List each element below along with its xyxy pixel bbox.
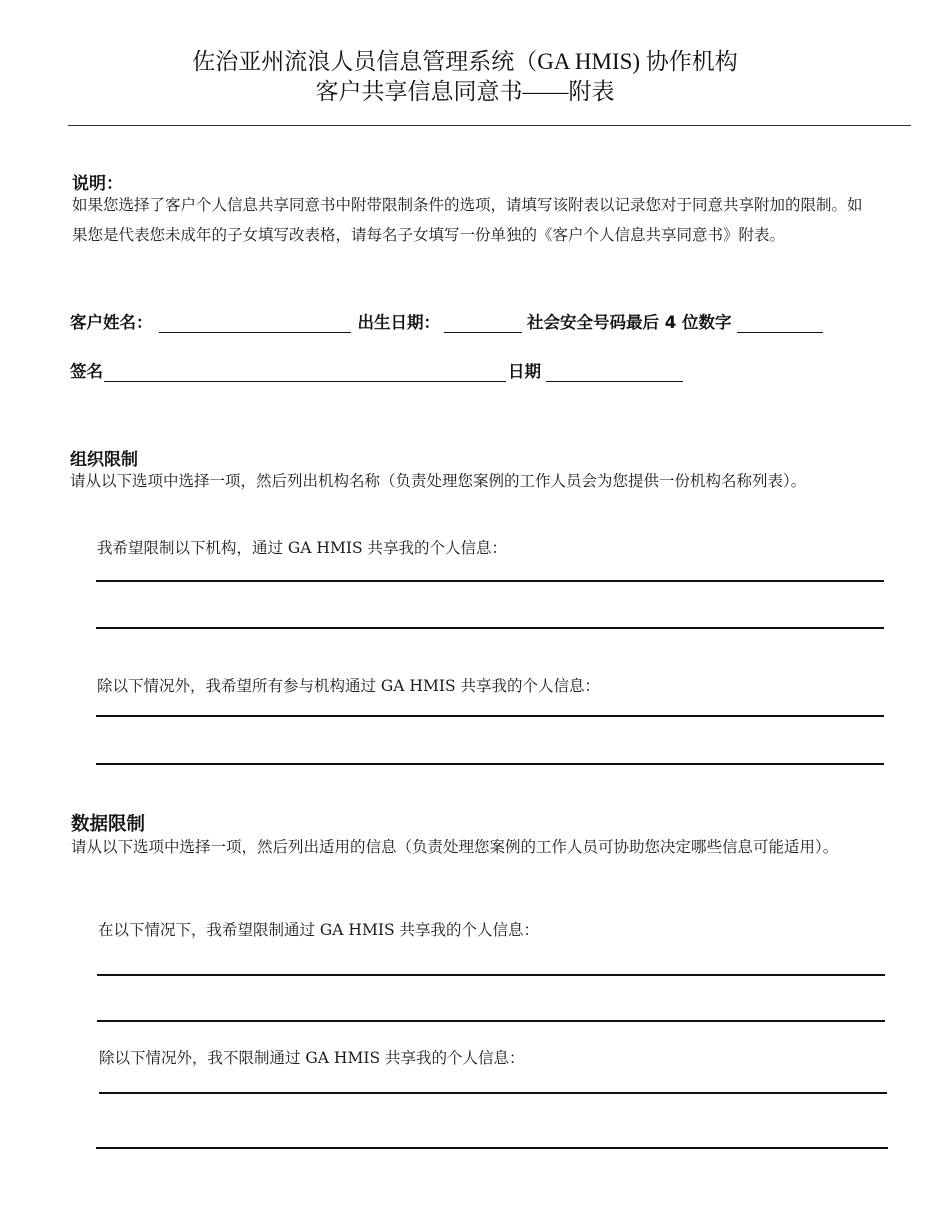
org-restrictions-body: 请从以下选项中选择一项，然后列出机构名称（负责处理您案例的工作人员会为您提供一份机构名称列表）。 bbox=[70, 472, 807, 490]
dob-field[interactable] bbox=[444, 312, 522, 333]
org-option2-entry-line-2[interactable] bbox=[96, 763, 884, 765]
org-option-restrict-agencies: 我希望限制以下机构，通过 GA HMIS 共享我的个人信息： bbox=[97, 539, 507, 557]
instructions-heading: 说明： bbox=[72, 174, 123, 194]
header-divider bbox=[68, 125, 911, 126]
data-option-restrict-sharing: 在以下情况下，我希望限制通过 GA HMIS 共享我的个人信息： bbox=[98, 921, 539, 939]
form-title-line-1: 佐治亚州流浪人员信息管理系统（GA HMIS) 协作机构 bbox=[192, 49, 738, 74]
data-restrictions-body: 请从以下选项中选择一项，然后列出适用的信息（负责处理您案例的工作人员可协助您决定哪些信息可能适用）。 bbox=[71, 838, 839, 856]
form-title-line-2: 客户共享信息同意书——附表 bbox=[315, 79, 615, 104]
data-restrictions-heading: 数据限制 bbox=[71, 814, 146, 835]
org-option1-entry-line-1[interactable] bbox=[96, 580, 884, 582]
instructions-body: 如果您选择了客户个人信息共享同意书中附带限制条件的选项，请填写该附表以记录您对于同意共享附加的限制。如果您是代表您未成年的子女填写改表格，请每名子女填写一份单独的《客户个人信息共享同意书》附表。 bbox=[72, 196, 863, 244]
signature-field[interactable] bbox=[104, 361, 506, 382]
org-restrictions-heading: 组织限制 bbox=[70, 450, 138, 470]
org-option1-entry-line-2[interactable] bbox=[96, 627, 884, 629]
data-option2-entry-line-1[interactable] bbox=[99, 1092, 887, 1094]
data-option1-entry-line-1[interactable] bbox=[97, 974, 885, 976]
client-name-label: 客户姓名： bbox=[70, 313, 153, 332]
ssn-label: 社会安全号码最后 4 位数字 bbox=[527, 313, 732, 332]
org-option-share-except: 除以下情况外，我希望所有参与机构通过 GA HMIS 共享我的个人信息： bbox=[97, 677, 600, 695]
signature-label: 签名 bbox=[70, 362, 103, 381]
date-label: 日期 bbox=[508, 362, 541, 381]
ssn-field[interactable] bbox=[737, 312, 823, 333]
org-option2-entry-line-1[interactable] bbox=[96, 715, 884, 717]
data-option2-entry-line-2[interactable] bbox=[96, 1147, 888, 1149]
data-option-no-restriction-except: 除以下情况外，我不限制通过 GA HMIS 共享我的个人信息： bbox=[99, 1049, 525, 1067]
client-name-field[interactable] bbox=[159, 312, 351, 333]
signature-row bbox=[70, 358, 683, 382]
date-field[interactable] bbox=[546, 361, 683, 382]
client-info-row bbox=[70, 309, 823, 333]
data-option1-entry-line-2[interactable] bbox=[97, 1020, 885, 1022]
dob-label: 出生日期： bbox=[357, 313, 440, 332]
